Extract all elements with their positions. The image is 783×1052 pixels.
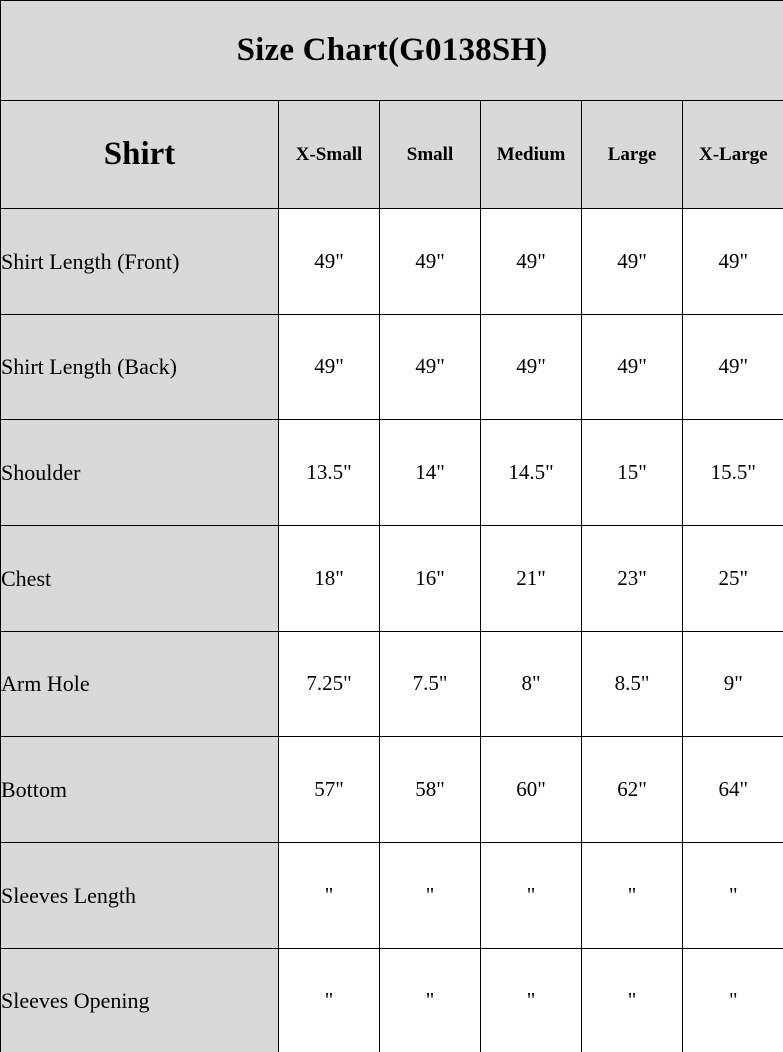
- cell-value: ": [582, 842, 683, 948]
- cell-value: 57": [279, 737, 380, 843]
- row-label-shoulder: Shoulder: [1, 420, 279, 526]
- cell-value: 9": [683, 631, 783, 737]
- cell-value: 49": [683, 314, 783, 420]
- cell-value: 62": [582, 737, 683, 843]
- category-label: Shirt: [1, 101, 279, 209]
- cell-value: 23": [582, 525, 683, 631]
- cell-value: 15": [582, 420, 683, 526]
- cell-value: 7.5": [380, 631, 481, 737]
- column-header-large: Large: [582, 101, 683, 209]
- table-row: [1, 842, 783, 948]
- cell-value: 49": [279, 314, 380, 420]
- cell-value: 14.5": [481, 420, 582, 526]
- row-label-bottom: Bottom: [1, 737, 279, 843]
- table-row: [1, 209, 783, 315]
- header-row: [1, 101, 783, 209]
- column-header-small: Small: [380, 101, 481, 209]
- row-label-shirt-length-front: Shirt Length (Front): [1, 209, 279, 315]
- table-row: [1, 525, 783, 631]
- title-row: [1, 1, 783, 101]
- cell-value: 49": [380, 209, 481, 315]
- column-header-x-small: X-Small: [279, 101, 380, 209]
- cell-value: 60": [481, 737, 582, 843]
- row-label-sleeves-length: Sleeves Length: [1, 842, 279, 948]
- row-label-shirt-length-back: Shirt Length (Back): [1, 314, 279, 420]
- table-row: [1, 631, 783, 737]
- cell-value: ": [481, 948, 582, 1052]
- row-label-sleeves-opening: Sleeves Opening: [1, 948, 279, 1052]
- cell-value: 49": [582, 209, 683, 315]
- table-row: [1, 948, 783, 1052]
- cell-value: 64": [683, 737, 783, 843]
- cell-value: 14": [380, 420, 481, 526]
- cell-value: 49": [582, 314, 683, 420]
- cell-value: 25": [683, 525, 783, 631]
- cell-value: 49": [481, 209, 582, 315]
- cell-value: 49": [380, 314, 481, 420]
- table-row: [1, 314, 783, 420]
- cell-value: ": [683, 948, 783, 1052]
- cell-value: 49": [279, 209, 380, 315]
- column-header-x-large: X-Large: [683, 101, 783, 209]
- cell-value: 13.5": [279, 420, 380, 526]
- cell-value: 18": [279, 525, 380, 631]
- cell-value: 58": [380, 737, 481, 843]
- cell-value: 49": [481, 314, 582, 420]
- row-label-arm-hole: Arm Hole: [1, 631, 279, 737]
- cell-value: ": [279, 842, 380, 948]
- table-row: [1, 420, 783, 526]
- row-label-chest: Chest: [1, 525, 279, 631]
- cell-value: 49": [683, 209, 783, 315]
- cell-value: ": [582, 948, 683, 1052]
- cell-value: ": [683, 842, 783, 948]
- page-title: Size Chart(G0138SH): [1, 1, 783, 101]
- cell-value: 15.5": [683, 420, 783, 526]
- cell-value: 7.25": [279, 631, 380, 737]
- cell-value: ": [380, 948, 481, 1052]
- cell-value: 8": [481, 631, 582, 737]
- cell-value: 16": [380, 525, 481, 631]
- cell-value: 8.5": [582, 631, 683, 737]
- cell-value: ": [481, 842, 582, 948]
- column-header-medium: Medium: [481, 101, 582, 209]
- table-row: [1, 737, 783, 843]
- cell-value: ": [380, 842, 481, 948]
- cell-value: ": [279, 948, 380, 1052]
- cell-value: 21": [481, 525, 582, 631]
